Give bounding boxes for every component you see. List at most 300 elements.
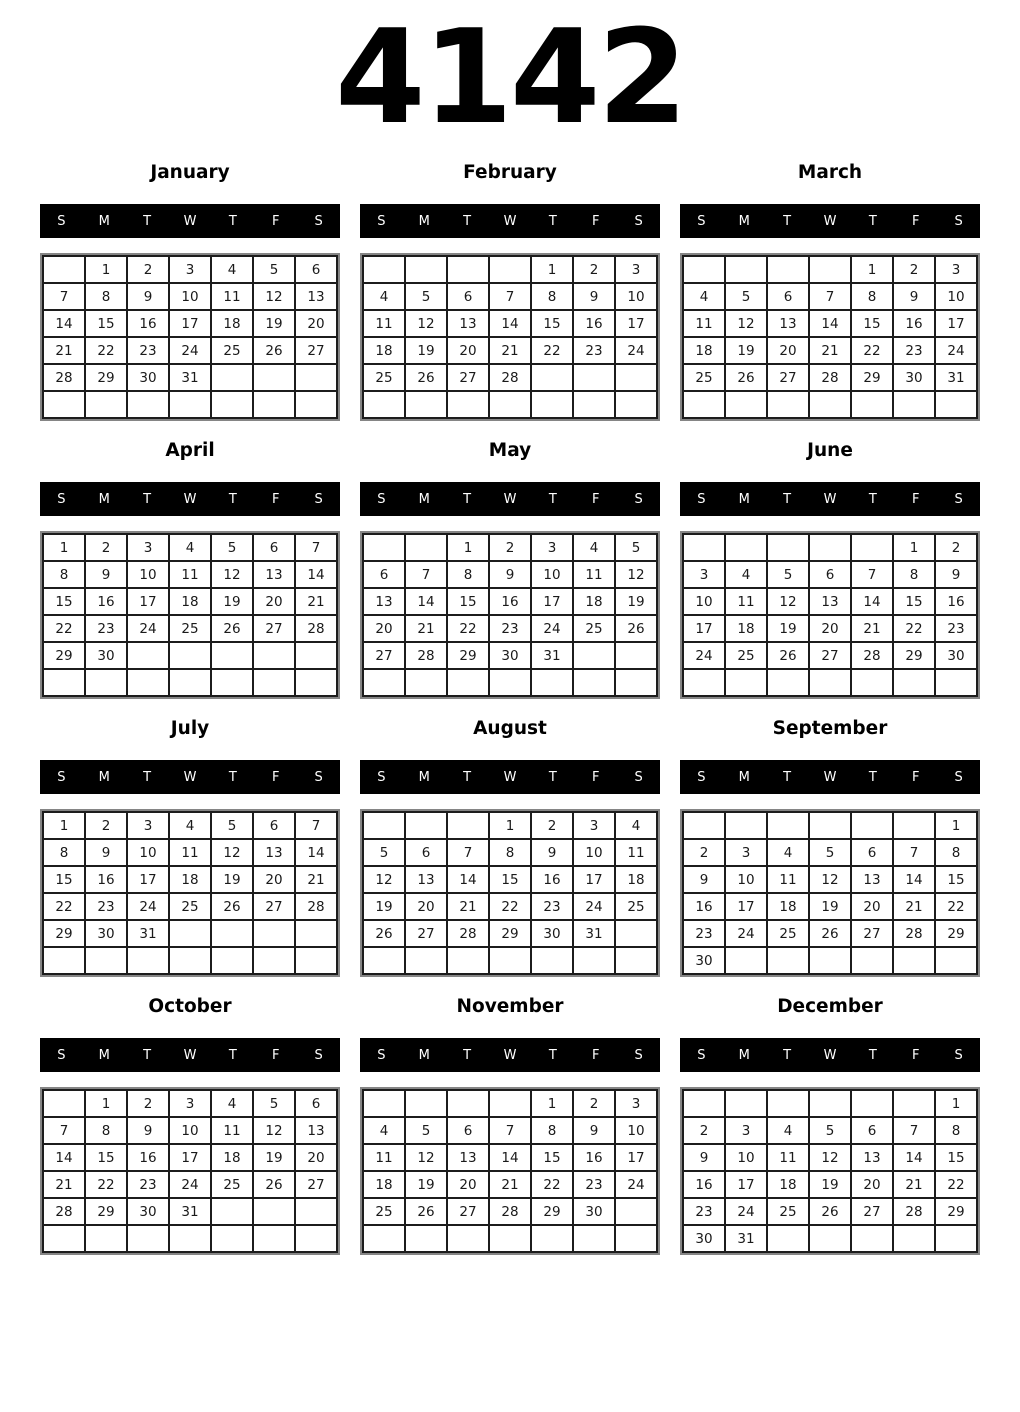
week-row — [43, 310, 337, 337]
day-cell: 9 — [489, 561, 531, 588]
weekday-label: S — [57, 769, 66, 785]
week-row — [363, 256, 657, 283]
empty-day-cell — [405, 812, 447, 839]
day-cell: 21 — [405, 615, 447, 642]
empty-day-cell — [615, 1198, 657, 1225]
empty-day-cell — [615, 920, 657, 947]
day-cell: 1 — [85, 256, 127, 283]
weekday-label: F — [911, 1047, 920, 1063]
weekday-header-bar — [360, 760, 660, 794]
empty-day-cell — [893, 1225, 935, 1252]
empty-day-cell — [211, 920, 253, 947]
day-cell: 3 — [573, 812, 615, 839]
day-cell: 24 — [169, 337, 211, 364]
weekday-label: T — [228, 1047, 237, 1063]
week-row — [683, 920, 977, 947]
empty-day-cell — [295, 947, 337, 974]
weekday-label: F — [911, 769, 920, 785]
month-title: September — [772, 718, 888, 739]
day-cell: 18 — [573, 588, 615, 615]
day-cell: 24 — [127, 893, 169, 920]
day-cell: 28 — [295, 893, 337, 920]
week-row — [683, 310, 977, 337]
day-cell: 18 — [363, 1171, 405, 1198]
day-cell: 13 — [447, 1144, 489, 1171]
month-grid — [682, 1089, 978, 1253]
day-cell: 20 — [295, 310, 337, 337]
day-cell: 28 — [809, 364, 851, 391]
weekday-label: W — [503, 213, 517, 229]
day-cell: 3 — [615, 1090, 657, 1117]
month-calendar-november — [360, 996, 660, 1255]
weekday-label: S — [697, 1047, 706, 1063]
day-cell: 17 — [169, 1144, 211, 1171]
empty-day-cell — [405, 947, 447, 974]
weekday-header-bar — [40, 1038, 340, 1072]
day-cell: 26 — [615, 615, 657, 642]
empty-day-cell — [725, 534, 767, 561]
day-cell: 8 — [531, 283, 573, 310]
day-cell: 13 — [851, 866, 893, 893]
empty-day-cell — [211, 642, 253, 669]
day-cell: 12 — [253, 1117, 295, 1144]
day-cell: 4 — [615, 812, 657, 839]
day-cell: 4 — [767, 839, 809, 866]
day-cell: 28 — [405, 642, 447, 669]
day-cell: 22 — [531, 337, 573, 364]
week-row — [363, 893, 657, 920]
day-cell: 8 — [531, 1117, 573, 1144]
empty-day-cell — [43, 947, 85, 974]
day-cell: 7 — [489, 283, 531, 310]
week-row — [363, 669, 657, 696]
day-cell: 23 — [127, 1171, 169, 1198]
month-calendar-december — [680, 996, 980, 1255]
week-row — [683, 839, 977, 866]
day-cell: 6 — [851, 839, 893, 866]
weekday-label: W — [183, 769, 197, 785]
day-cell: 2 — [489, 534, 531, 561]
month-calendar-january — [40, 162, 340, 421]
weekday-label: W — [823, 769, 837, 785]
empty-day-cell — [851, 534, 893, 561]
weekday-label: M — [98, 491, 110, 507]
weekday-label: T — [548, 769, 557, 785]
empty-day-cell — [211, 947, 253, 974]
weekday-label: S — [954, 769, 963, 785]
day-cell: 27 — [447, 1198, 489, 1225]
day-cell: 2 — [531, 812, 573, 839]
weekday-label: W — [823, 491, 837, 507]
day-cell: 1 — [85, 1090, 127, 1117]
weekday-label: T — [463, 1047, 472, 1063]
day-cell: 19 — [363, 893, 405, 920]
day-cell: 11 — [169, 561, 211, 588]
weekday-label: W — [183, 491, 197, 507]
empty-day-cell — [295, 1225, 337, 1252]
week-row — [363, 391, 657, 418]
day-cell: 26 — [253, 337, 295, 364]
day-cell: 4 — [211, 1090, 253, 1117]
empty-day-cell — [295, 920, 337, 947]
day-cell: 9 — [531, 839, 573, 866]
day-cell: 2 — [573, 256, 615, 283]
day-cell: 28 — [851, 642, 893, 669]
day-cell: 16 — [573, 1144, 615, 1171]
day-cell: 30 — [573, 1198, 615, 1225]
day-cell: 19 — [405, 337, 447, 364]
day-cell: 9 — [893, 283, 935, 310]
weekday-label: S — [314, 491, 323, 507]
empty-day-cell — [43, 256, 85, 283]
empty-day-cell — [809, 812, 851, 839]
day-cell: 7 — [295, 534, 337, 561]
empty-day-cell — [935, 1225, 977, 1252]
week-row — [683, 1090, 977, 1117]
week-row — [43, 839, 337, 866]
day-cell: 12 — [809, 1144, 851, 1171]
empty-day-cell — [531, 947, 573, 974]
weekday-header-bar — [360, 1038, 660, 1072]
day-cell: 6 — [253, 812, 295, 839]
day-cell: 30 — [85, 920, 127, 947]
day-cell: 17 — [725, 893, 767, 920]
day-cell: 8 — [43, 839, 85, 866]
empty-day-cell — [725, 1090, 767, 1117]
day-cell: 9 — [127, 283, 169, 310]
day-cell: 12 — [405, 1144, 447, 1171]
week-row — [43, 337, 337, 364]
week-row — [683, 1144, 977, 1171]
day-cell: 25 — [363, 1198, 405, 1225]
day-cell: 4 — [363, 283, 405, 310]
empty-day-cell — [725, 256, 767, 283]
empty-day-cell — [615, 642, 657, 669]
empty-day-cell — [447, 669, 489, 696]
week-row — [683, 1117, 977, 1144]
day-cell: 3 — [531, 534, 573, 561]
day-cell: 8 — [935, 839, 977, 866]
day-cell: 11 — [211, 1117, 253, 1144]
day-cell: 12 — [405, 310, 447, 337]
weekday-label: M — [738, 769, 750, 785]
week-row — [43, 1117, 337, 1144]
day-cell: 19 — [211, 588, 253, 615]
day-cell: 31 — [573, 920, 615, 947]
empty-day-cell — [615, 947, 657, 974]
day-cell: 26 — [809, 1198, 851, 1225]
weekday-label: F — [591, 491, 600, 507]
day-cell: 5 — [253, 256, 295, 283]
day-cell: 19 — [253, 310, 295, 337]
day-cell: 22 — [935, 893, 977, 920]
day-cell: 9 — [85, 839, 127, 866]
month-title: August — [473, 718, 547, 739]
day-cell: 28 — [43, 1198, 85, 1225]
day-cell: 29 — [489, 920, 531, 947]
week-row — [363, 920, 657, 947]
day-cell: 6 — [767, 283, 809, 310]
month-grid — [362, 533, 658, 697]
weekday-label: S — [697, 491, 706, 507]
day-cell: 9 — [683, 866, 725, 893]
day-cell: 13 — [767, 310, 809, 337]
empty-day-cell — [447, 812, 489, 839]
weekday-label: M — [418, 1047, 430, 1063]
day-cell: 31 — [169, 364, 211, 391]
day-cell: 24 — [935, 337, 977, 364]
day-cell: 12 — [363, 866, 405, 893]
day-cell: 19 — [253, 1144, 295, 1171]
day-cell: 21 — [447, 893, 489, 920]
day-cell: 23 — [127, 337, 169, 364]
empty-day-cell — [851, 391, 893, 418]
day-cell: 18 — [683, 337, 725, 364]
empty-day-cell — [211, 1198, 253, 1225]
week-row — [43, 669, 337, 696]
day-cell: 6 — [295, 256, 337, 283]
empty-day-cell — [363, 1090, 405, 1117]
day-cell: 1 — [851, 256, 893, 283]
day-cell: 27 — [809, 642, 851, 669]
empty-day-cell — [43, 669, 85, 696]
day-cell: 20 — [253, 866, 295, 893]
month-grid — [362, 1089, 658, 1253]
day-cell: 6 — [447, 283, 489, 310]
weekday-label: M — [418, 213, 430, 229]
day-cell: 21 — [893, 1171, 935, 1198]
day-cell: 18 — [169, 588, 211, 615]
empty-day-cell — [531, 364, 573, 391]
empty-day-cell — [253, 1225, 295, 1252]
weekday-header-bar — [360, 204, 660, 238]
day-cell: 5 — [405, 1117, 447, 1144]
day-cell: 24 — [573, 893, 615, 920]
day-cell: 7 — [893, 839, 935, 866]
empty-day-cell — [767, 256, 809, 283]
day-cell: 5 — [809, 1117, 851, 1144]
week-row — [683, 893, 977, 920]
day-cell: 25 — [363, 364, 405, 391]
weekday-label: T — [868, 491, 877, 507]
day-cell: 27 — [405, 920, 447, 947]
day-cell: 5 — [767, 561, 809, 588]
empty-day-cell — [43, 1225, 85, 1252]
day-cell: 24 — [725, 1198, 767, 1225]
day-cell: 13 — [809, 588, 851, 615]
month-grid-border — [680, 531, 980, 699]
week-row — [43, 364, 337, 391]
month-grid-border — [40, 531, 340, 699]
day-cell: 1 — [531, 1090, 573, 1117]
day-cell: 21 — [295, 866, 337, 893]
month-grid — [42, 811, 338, 975]
empty-day-cell — [363, 534, 405, 561]
day-cell: 6 — [295, 1090, 337, 1117]
day-cell: 4 — [169, 534, 211, 561]
day-cell: 13 — [363, 588, 405, 615]
weekday-label: S — [954, 491, 963, 507]
weekday-label: W — [503, 1047, 517, 1063]
day-cell: 14 — [893, 1144, 935, 1171]
day-cell: 14 — [489, 1144, 531, 1171]
day-cell: 12 — [809, 866, 851, 893]
day-cell: 15 — [531, 310, 573, 337]
day-cell: 16 — [683, 1171, 725, 1198]
weekday-label: M — [738, 213, 750, 229]
weekday-label: F — [271, 491, 280, 507]
day-cell: 21 — [851, 615, 893, 642]
day-cell: 25 — [169, 893, 211, 920]
day-cell: 11 — [683, 310, 725, 337]
week-row — [363, 1090, 657, 1117]
day-cell: 6 — [405, 839, 447, 866]
week-row — [683, 669, 977, 696]
week-row — [363, 1171, 657, 1198]
day-cell: 5 — [253, 1090, 295, 1117]
weekday-label: T — [783, 1047, 792, 1063]
day-cell: 7 — [295, 812, 337, 839]
empty-day-cell — [683, 669, 725, 696]
empty-day-cell — [253, 1198, 295, 1225]
day-cell: 18 — [615, 866, 657, 893]
day-cell: 12 — [725, 310, 767, 337]
empty-day-cell — [363, 1225, 405, 1252]
week-row — [363, 561, 657, 588]
day-cell: 24 — [615, 337, 657, 364]
weekday-label: F — [591, 769, 600, 785]
weekday-label: W — [503, 769, 517, 785]
month-grid — [42, 1089, 338, 1253]
day-cell: 26 — [767, 642, 809, 669]
day-cell: 8 — [85, 283, 127, 310]
weekday-label: S — [377, 213, 386, 229]
weekday-label: T — [463, 769, 472, 785]
day-cell: 23 — [683, 920, 725, 947]
empty-day-cell — [893, 669, 935, 696]
day-cell: 22 — [935, 1171, 977, 1198]
empty-day-cell — [935, 947, 977, 974]
empty-day-cell — [767, 812, 809, 839]
day-cell: 9 — [935, 561, 977, 588]
empty-day-cell — [935, 391, 977, 418]
day-cell: 29 — [935, 920, 977, 947]
day-cell: 16 — [489, 588, 531, 615]
empty-day-cell — [253, 669, 295, 696]
day-cell: 31 — [935, 364, 977, 391]
empty-day-cell — [615, 391, 657, 418]
empty-day-cell — [405, 669, 447, 696]
day-cell: 2 — [935, 534, 977, 561]
weekday-label: T — [463, 491, 472, 507]
day-cell: 30 — [531, 920, 573, 947]
day-cell: 15 — [893, 588, 935, 615]
day-cell: 8 — [489, 839, 531, 866]
day-cell: 13 — [295, 283, 337, 310]
weekday-label: F — [911, 213, 920, 229]
day-cell: 7 — [893, 1117, 935, 1144]
day-cell: 28 — [295, 615, 337, 642]
day-cell: 14 — [851, 588, 893, 615]
empty-day-cell — [169, 947, 211, 974]
month-calendar-may — [360, 440, 660, 699]
day-cell: 20 — [253, 588, 295, 615]
day-cell: 22 — [893, 615, 935, 642]
month-grid — [682, 811, 978, 975]
day-cell: 11 — [725, 588, 767, 615]
empty-day-cell — [295, 642, 337, 669]
week-row — [363, 1225, 657, 1252]
empty-day-cell — [851, 1090, 893, 1117]
day-cell: 1 — [43, 812, 85, 839]
day-cell: 21 — [43, 1171, 85, 1198]
day-cell: 3 — [169, 1090, 211, 1117]
empty-day-cell — [295, 391, 337, 418]
empty-day-cell — [127, 669, 169, 696]
day-cell: 27 — [767, 364, 809, 391]
empty-day-cell — [615, 1225, 657, 1252]
empty-day-cell — [447, 256, 489, 283]
week-row — [43, 283, 337, 310]
day-cell: 10 — [573, 839, 615, 866]
empty-day-cell — [893, 391, 935, 418]
month-grid-border — [360, 1087, 660, 1255]
weekday-header-bar — [680, 760, 980, 794]
empty-day-cell — [809, 534, 851, 561]
month-calendar-june — [680, 440, 980, 699]
weekday-label: T — [548, 1047, 557, 1063]
week-row — [683, 534, 977, 561]
day-cell: 1 — [43, 534, 85, 561]
week-row — [363, 588, 657, 615]
day-cell: 7 — [405, 561, 447, 588]
empty-day-cell — [767, 1225, 809, 1252]
day-cell: 20 — [851, 1171, 893, 1198]
weekday-label: S — [314, 769, 323, 785]
day-cell: 10 — [725, 866, 767, 893]
day-cell: 14 — [447, 866, 489, 893]
month-title: November — [456, 996, 564, 1017]
day-cell: 11 — [767, 866, 809, 893]
day-cell: 26 — [363, 920, 405, 947]
day-cell: 15 — [85, 310, 127, 337]
empty-day-cell — [531, 391, 573, 418]
day-cell: 21 — [43, 337, 85, 364]
empty-day-cell — [253, 391, 295, 418]
day-cell: 22 — [531, 1171, 573, 1198]
day-cell: 15 — [447, 588, 489, 615]
month-grid — [682, 255, 978, 419]
day-cell: 4 — [169, 812, 211, 839]
week-row — [363, 534, 657, 561]
day-cell: 3 — [683, 561, 725, 588]
week-row — [43, 893, 337, 920]
week-row — [363, 839, 657, 866]
month-grid-border — [360, 531, 660, 699]
weekday-label: S — [57, 213, 66, 229]
week-row — [43, 256, 337, 283]
day-cell: 16 — [127, 1144, 169, 1171]
day-cell: 12 — [253, 283, 295, 310]
empty-day-cell — [169, 1225, 211, 1252]
day-cell: 4 — [683, 283, 725, 310]
day-cell: 30 — [683, 1225, 725, 1252]
weekday-label: F — [591, 1047, 600, 1063]
month-grid — [42, 255, 338, 419]
week-row — [683, 1171, 977, 1198]
day-cell: 1 — [935, 1090, 977, 1117]
weekday-label: S — [377, 769, 386, 785]
